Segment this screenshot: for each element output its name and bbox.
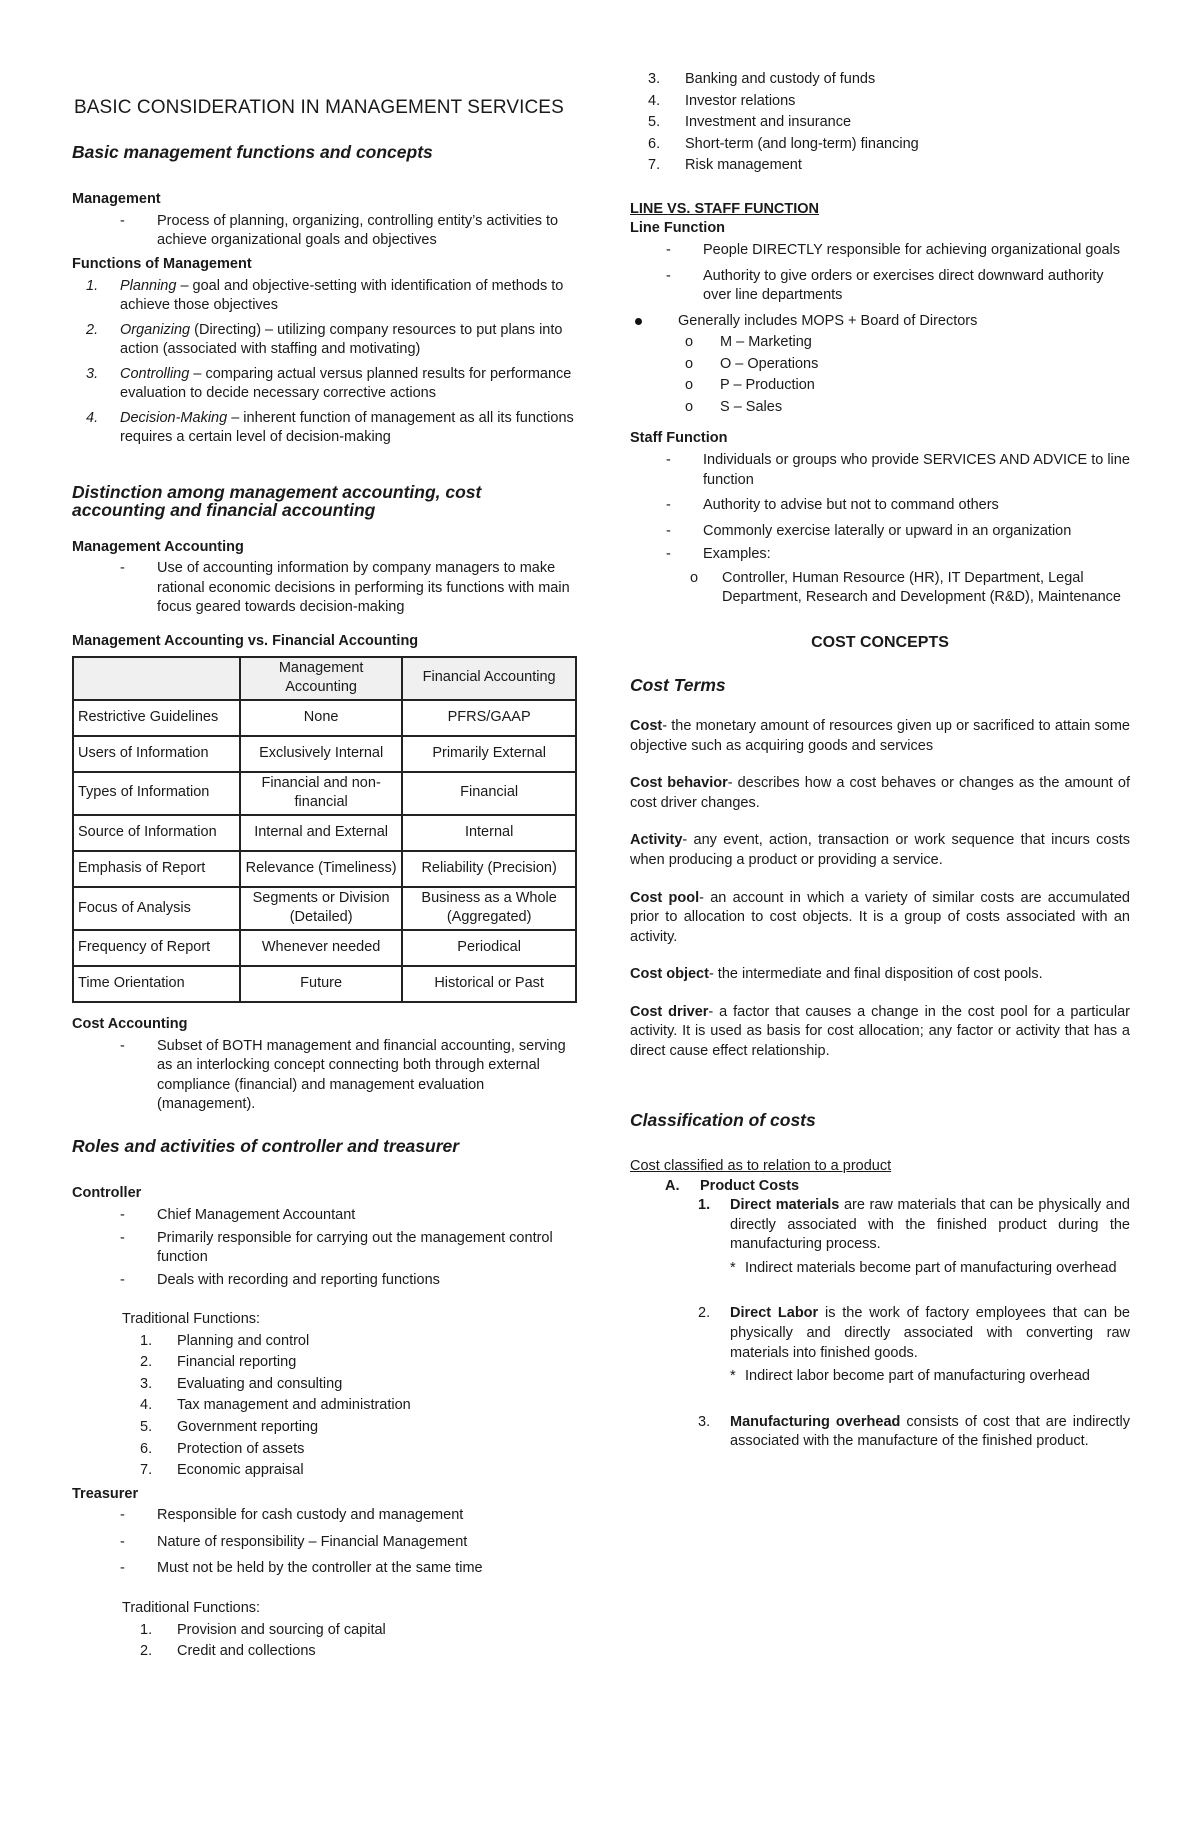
list-item: - Must not be held by the controller at the same time (72, 1559, 577, 1579)
line-bullet-list (630, 312, 1130, 332)
list-item: 4. Tax management and administration (140, 1397, 411, 1414)
section-heading-basic-functions: Basic management functions and concepts (72, 141, 433, 162)
line-vs-staff-heading: LINE VS. STAFF FUNCTION (630, 200, 820, 217)
list-item: 7. Economic appraisal (140, 1462, 304, 1479)
section-heading-roles: Roles and activities of controller and treasurer (72, 1135, 460, 1156)
table-title: Management Accounting vs. Financial Accounting (72, 633, 419, 650)
list-item: - Nature of responsibility – Financial Management (72, 1533, 577, 1553)
list-item: o S – Sales (630, 398, 1130, 418)
dash-icon: - (120, 1206, 125, 1223)
list-item: 5. Government reporting (140, 1419, 319, 1436)
classification-subheading: Cost classified as to relation to a product (630, 1158, 892, 1175)
cost-terms-heading: Cost Terms (630, 674, 726, 695)
list-item: - Commonly exercise laterally or upward in an organization (618, 522, 1130, 542)
asterisk-icon: * (730, 1368, 736, 1385)
table-row: Time Orientation Future Historical or Past (73, 966, 576, 1002)
table-header-row (73, 657, 576, 700)
table-row: Source of Information Internal and External Internal (73, 815, 576, 851)
ca-label: Cost Accounting (72, 1015, 188, 1032)
functions-list (72, 277, 577, 449)
list-item: 2. Organizing (Directing) – utilizing company resources to put plans into action (associated with staffing and motivating) (86, 321, 563, 358)
ma-definition-list (72, 559, 577, 618)
list-item: - Use of accounting information by company managers to make rational economic decisions in performing its functions with main focus geared towards decision-making (120, 560, 570, 616)
list-item: 3. Controlling – comparing actual versus planned results for performance evaluation to decide necessary corrective actions (86, 365, 572, 402)
table-row: Restrictive Guidelines None PFRS/GAAP (73, 700, 576, 736)
controller-list (72, 1206, 577, 1290)
term-activity: Activity- any event, action, transaction or work sequence that incurs costs when producing a product or providing a service. (630, 832, 1130, 868)
dash-icon: - (120, 212, 125, 229)
list-item: 6. Protection of assets (140, 1440, 305, 1457)
cost-concepts-heading: COST CONCEPTS (811, 633, 949, 651)
list-item: - Subset of BOTH management and financial accounting, serving as an interlocking concept connecting both through external compliance (financial) and management evaluation (management). (120, 1037, 566, 1113)
list-item: - Authority to advise but not to command others (618, 496, 1130, 516)
list-item: 6. Short-term (and long-term) financing (648, 135, 919, 152)
circle-bullet-icon: o (685, 355, 694, 372)
treasurer-traditional-list (72, 1621, 577, 1662)
circle-bullet-icon: o (685, 334, 694, 351)
list-item: 1. Provision and sourcing of capital (140, 1621, 386, 1638)
list-item: 2. Credit and collections (140, 1643, 316, 1660)
dash-icon: - (120, 1533, 125, 1550)
list-item: o M – Marketing (630, 333, 1130, 353)
table-header-cell: Financial Accounting (402, 657, 576, 700)
treasurer-label: Treasurer (72, 1485, 139, 1502)
dash-icon: - (666, 522, 671, 539)
list-item: - Responsible for cash custody and management (72, 1506, 577, 1526)
treasurer-list (72, 1506, 577, 1579)
list-item: Generally includes MOPS + Board of Directors (630, 312, 1130, 332)
staff-function-label: Staff Function (630, 430, 728, 447)
list-item: - Process of planning, organizing, controlling entity’s activities to achieve organizational goals and objectives (120, 212, 559, 249)
ca-definition-list (72, 1037, 577, 1115)
table-row: Emphasis of Report Relevance (Timeliness) Reliability (Precision) (73, 851, 576, 887)
list-item: 3. Evaluating and consulting (140, 1375, 343, 1392)
list-item: o Controller, Human Resource (HR), IT Department, Legal Department, Research and Development (R&D), Maintenance (690, 569, 1121, 606)
staff-function-list (618, 451, 1130, 565)
list-item: - Primarily responsible for carrying out the management control function (120, 1229, 553, 1266)
controller-traditional-label: Traditional Functions: (122, 1311, 261, 1328)
dash-icon: - (666, 497, 671, 514)
list-item: 5. Investment and insurance (648, 114, 852, 131)
functions-label: Functions of Management (72, 255, 252, 272)
list-item: - Deals with recording and reporting functions (72, 1271, 577, 1291)
management-definition-list (72, 212, 577, 251)
dash-icon: - (666, 267, 671, 284)
dash-icon: - (120, 1037, 125, 1054)
mops-list (630, 333, 1130, 417)
circle-bullet-icon: o (685, 377, 694, 394)
section-heading-distinction: Distinction among management accounting, cost accounting and financial accounting (72, 482, 482, 521)
list-item: - Chief Management Accountant (72, 1206, 577, 1226)
list-item: 3. Manufacturing overhead consists of cost that are indirectly associated with the manufacture of the finished product. (698, 1413, 1130, 1450)
list-item: o P – Production (630, 376, 1130, 396)
management-label: Management (72, 191, 161, 208)
comparison-table (72, 656, 577, 1003)
asterisk-icon: * (730, 1259, 736, 1276)
dash-icon: - (120, 1560, 125, 1577)
list-item: 3. Banking and custody of funds (648, 71, 876, 87)
dash-icon: - (666, 241, 671, 258)
table-header-cell: Management Accounting (240, 657, 402, 700)
table-row: Types of Information Financial and non-financial Financial (73, 772, 576, 815)
term-cost-object: Cost object- the intermediate and final disposition of cost pools. (630, 966, 1043, 983)
product-costs-list (630, 1413, 1130, 1452)
list-item: 2. Direct Labor is the work of factory employees that can be physically and directly associated with converting raw materials into finished goods. (698, 1305, 1130, 1361)
dash-icon: - (120, 1229, 125, 1246)
line-function-label: Line Function (630, 220, 726, 237)
table-row: Users of Information Exclusively Internal Primarily External (73, 736, 576, 772)
right-column (630, 70, 1130, 1456)
list-item: - Examples: (618, 545, 1130, 565)
list-item: 1. Planning – goal and objective-setting with identification of methods to achieve those objectives (86, 277, 564, 314)
list-item: 4. Investor relations (648, 92, 796, 109)
dash-icon: - (120, 1507, 125, 1524)
dash-icon: - (666, 546, 671, 563)
dash-icon: - (120, 1271, 125, 1288)
list-item: o O – Operations (630, 355, 1130, 375)
bullet-icon (635, 318, 642, 325)
treasurer-traditional-list-continued (580, 70, 1130, 176)
note-indirect-labor: * Indirect labor become part of manufacturing overhead (630, 1367, 1130, 1387)
list-item: 2. Financial reporting (140, 1354, 297, 1371)
term-cost: Cost- the monetary amount of resources given up or sacrificed to attain some objective such as acquiring goods and services (630, 718, 1130, 754)
ma-label: Management Accounting (72, 538, 244, 555)
table-row: Frequency of Report Whenever needed Periodical (73, 930, 576, 966)
controller-label: Controller (72, 1185, 142, 1202)
document-title: BASIC CONSIDERATION IN MANAGEMENT SERVICES (74, 97, 564, 118)
line-function-list (618, 241, 1130, 306)
circle-bullet-icon: o (685, 398, 694, 415)
term-cost-behavior: Cost behavior- describes how a cost behaves or changes as the amount of cost driver changes. (630, 775, 1130, 811)
note-indirect-materials: * Indirect materials become part of manufacturing overhead (630, 1259, 1130, 1279)
circle-bullet-icon: o (690, 569, 699, 586)
product-costs-list (630, 1196, 1130, 1255)
table-header-cell (73, 657, 240, 700)
classification-heading: Classification of costs (630, 1110, 816, 1131)
list-item: 7. Risk management (648, 157, 802, 174)
dash-icon: - (120, 560, 125, 577)
left-column (72, 95, 577, 1664)
list-item: - Authority to give orders or exercises direct downward authority over line departments (666, 267, 1104, 304)
list-item: - Individuals or groups who provide SERVICES AND ADVICE to line function (666, 452, 1130, 488)
list-item: 4. Decision-Making – inherent function of management as all its functions requires a certain level of decision-making (86, 409, 574, 446)
product-costs-list (630, 1304, 1130, 1363)
dash-icon: - (666, 452, 671, 468)
controller-traditional-list (72, 1332, 577, 1481)
list-item: - People DIRECTLY responsible for achieving organizational goals (618, 241, 1130, 261)
product-costs-heading: A. Product Costs (665, 1177, 800, 1194)
list-item: 1. Planning and control (140, 1332, 310, 1349)
table-row: Focus of Analysis Segments or Division (Detailed) Business as a Whole (Aggregated) (73, 887, 576, 930)
list-item: 1. Direct materials are raw materials that can be physically and directly associated with the finished product during the manufacturing process. (698, 1197, 1130, 1253)
term-cost-driver: Cost driver- a factor that causes a change in the cost pool for a particular activity. It is used as basis for cost allocation; any factor or activity that has a direct cause effect relationship. (630, 1003, 1130, 1059)
staff-examples-list (630, 569, 1130, 608)
term-cost-pool: Cost pool- an account in which a variety of similar costs are accumulated prior to allocation to cost objects. It is a group of costs associated with an activity. (630, 889, 1130, 945)
treasurer-traditional-label: Traditional Functions: (122, 1599, 261, 1616)
